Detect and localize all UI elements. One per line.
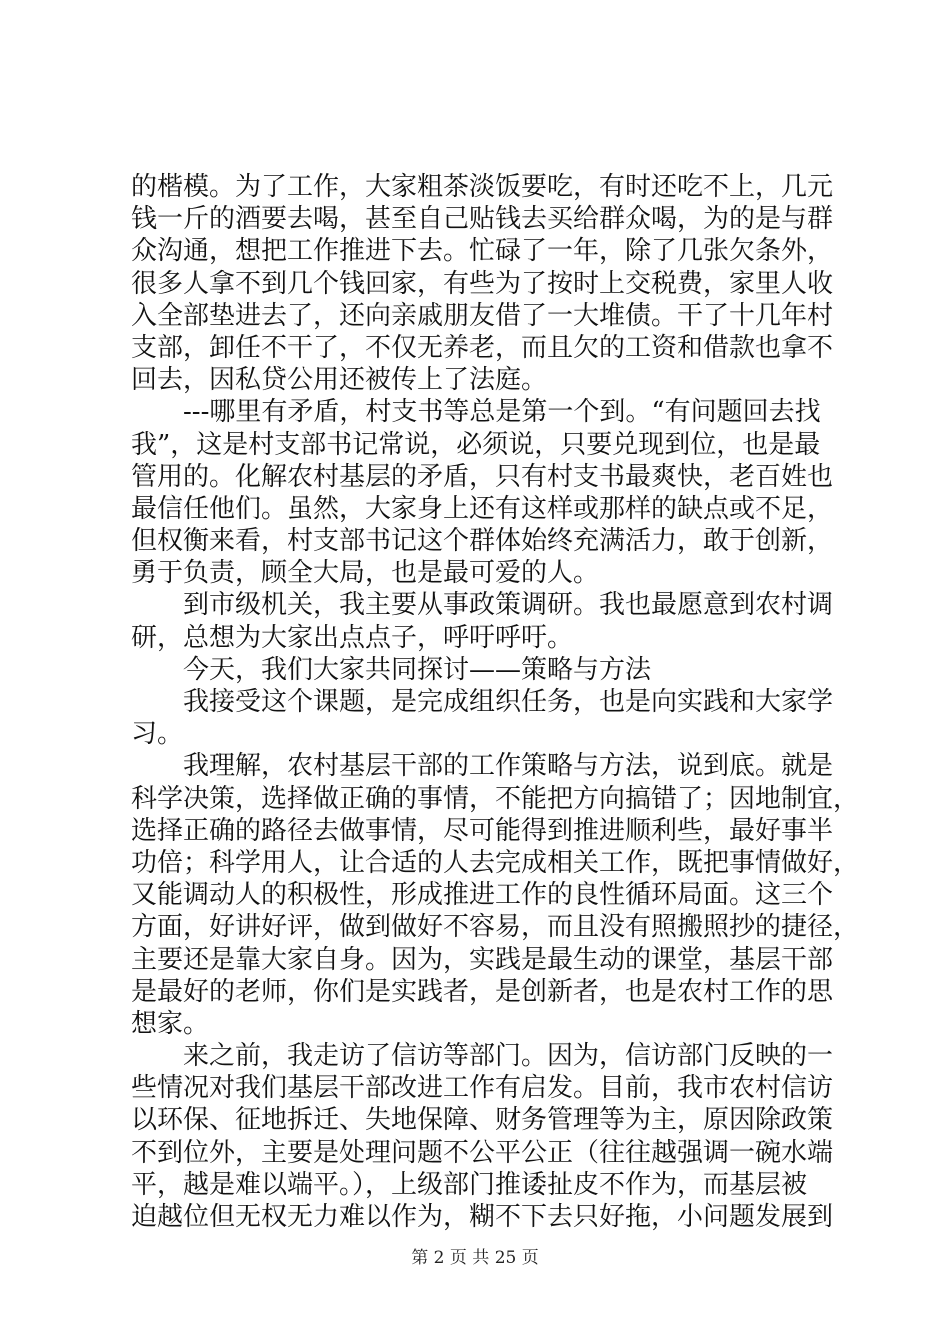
text-line: 钱一斤的酒要去喝，甚至自己贴钱去买给群众喝，为的是与群 [131,204,834,235]
text-line: 平，越是难以端平。），上级部门推诿扯皮不作为，而基层被 [131,1169,808,1200]
text-line: 方面，好讲好评，做到做好不容易，而且没有照搬照抄的捷径， [131,912,860,943]
text-line: 又能调动人的积极性，形成推进工作的良性循环局面。这三个 [131,880,834,911]
text-line: 想家。 [131,1008,210,1039]
text-line: 很多人拿不到几个钱回家，有些为了按时上交税费，家里人收 [131,268,834,299]
text-line: 迫越位但无权无力难以作为，糊不下去只好拖，小问题发展到 [131,1202,834,1232]
text-line: 主要还是靠大家自身。因为，实践是最生动的课堂，基层干部 [131,944,834,975]
text-line: 勇于负责，顾全大局，也是最可爱的人。 [131,558,600,589]
text-line: 的楷模。为了工作，大家粗茶淡饭要吃，有时还吃不上，几元 [131,172,834,202]
text-line: 支部，卸任不干了，不仅无养老，而且欠的工资和借款也拿不 [131,332,834,363]
text-line: 习。 [131,719,184,750]
text-line: 以环保、征地拆迁、失地保障、财务管理等为主，原因除政策 [131,1105,834,1136]
text-line: 选择正确的路径去做事情，尽可能得到推进顺利些，最好事半 [131,815,834,846]
text-line: 些情况对我们基层干部改进工作有启发。目前，我市农村信访 [131,1073,834,1104]
paragraph-start-line: 来之前，我走访了信访等部门。因为，信访部门反映的一 [183,1041,834,1072]
text-line: 回去，因私贷公用还被传上了法庭。 [131,365,548,396]
page-number-footer: 第 2 页 共 25 页 [411,1248,539,1268]
paragraph-start-line: 到市级机关，我主要从事政策调研。我也最愿意到农村调 [183,590,834,621]
text-line: 最信任他们。虽然，大家身上还有这样或那样的缺点或不足， [131,493,834,524]
text-line: 科学决策，选择做正确的事情，不能把方向搞错了；因地制宜， [131,783,860,814]
paragraph-start-line: 我接受这个课题，是完成组织任务，也是向实践和大家学 [183,687,834,717]
text-line: 入全部垫进去了，还向亲戚朋友借了一大堆债。干了十几年村 [131,300,834,331]
paragraph-start-line: 我理解，农村基层干部的工作策略与方法，说到底。就是 [183,751,834,782]
text-line: 但权衡来看，村支部书记这个群体始终充满活力，敢于创新， [131,526,834,557]
text-line: 不到位外，主要是处理问题不公平公正（往往越强调一碗水端 [131,1137,834,1168]
text-line: 管用的。化解农村基层的矛盾，只有村支书最爽快，老百姓也 [131,461,834,492]
text-line: 功倍；科学用人，让合适的人去完成相关工作，既把事情做好， [131,847,860,878]
text-line: 我”，这是村支部书记常说，必须说，只要兑现到位，也是最 [131,429,821,460]
text-line: 研，总想为大家出点点子，呼吁呼吁。 [131,622,574,653]
paragraph-start-line: 今天，我们大家共同探讨——策略与方法 [183,654,652,685]
text-line: 是最好的老师，你们是实践者，是创新者，也是农村工作的思 [131,976,834,1007]
text-line: 众沟通，想把工作推进下去。忙碌了一年，除了几张欠条外， [131,236,834,267]
paragraph-start-line: ---哪里有矛盾，村支书等总是第一个到。“有问题回去找 [183,397,821,428]
body-text [131,171,860,1233]
